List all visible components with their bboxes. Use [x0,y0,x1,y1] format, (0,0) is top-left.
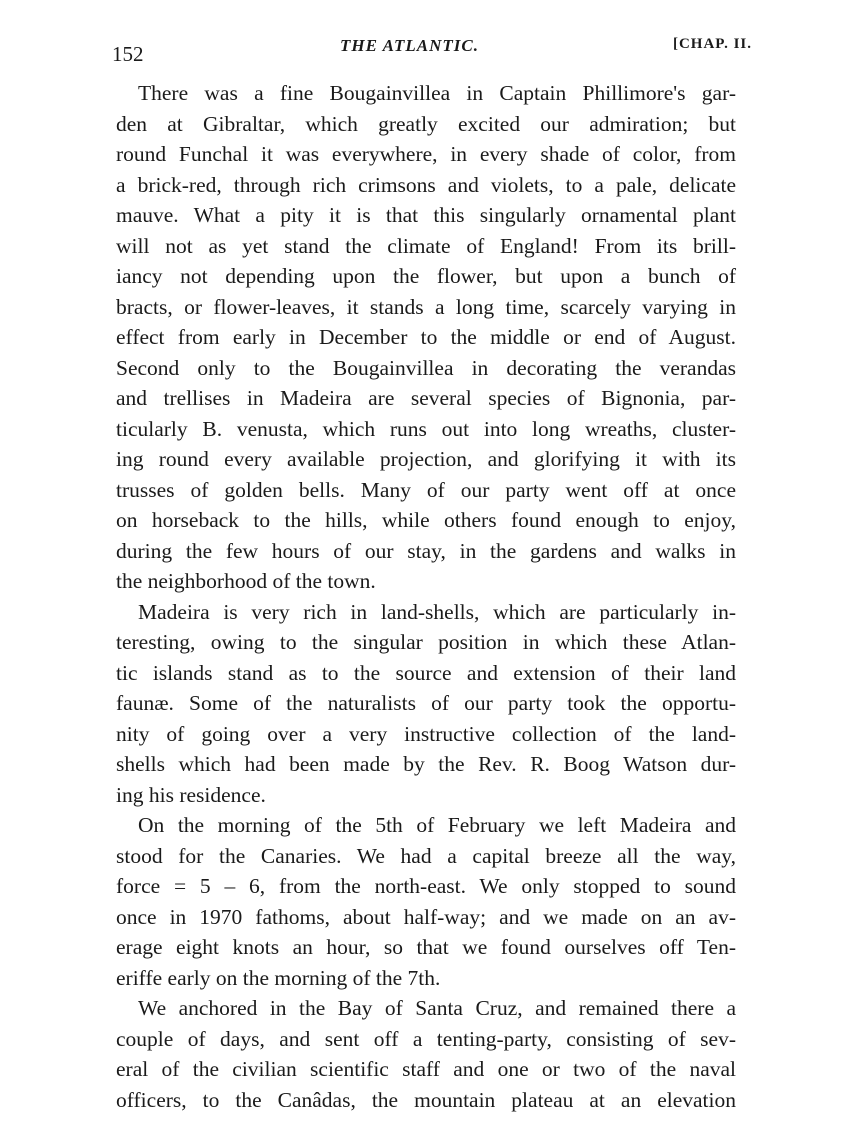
paragraph-santa-cruz [116,993,736,1115]
text-line: and trellises in Madeira are several species of Bignonia, par- [116,386,736,410]
paragraph-canaries [116,810,736,993]
text-line: Madeira is very rich in land-shells, which are particularly in- [138,599,736,624]
paragraph-land-shells [116,597,736,811]
page-number: 152 [112,42,144,66]
text-line: ing his residence. [116,782,266,807]
text-line: effect from early in December to the middle or end of August. [116,325,736,349]
running-title: THE ATLANTIC. [340,36,479,55]
text-line: stood for the Canaries. We had a capital breeze all the way, [116,843,736,868]
paragraph-bougainvillea [116,78,736,597]
text-line: den at Gibraltar, which greatly excited our admiration; but [116,111,736,136]
text-line: on horseback to the hills, while others found enough to enjoy, [116,508,736,532]
text-line: eral of the civilian scientific staff and one or two of the naval [116,1057,736,1081]
text-line: erage eight knots an hour, so that we found ourselves off Ten- [116,935,736,959]
body-text [116,78,736,1115]
text-line: a brick-red, through rich crimsons and violets, to a pale, delicate [116,172,736,197]
chapter-reference: [CHAP. II. [672,36,752,52]
text-line: bracts, or flower-leaves, it stands a long time, scarcely varying in [116,294,736,319]
text-line: iancy not depending upon the flower, but upon a bunch of [116,264,736,288]
text-line: couple of days, and sent off a tenting-party, consisting of sev- [116,1026,736,1051]
text-line: ing round every available projection, and glorifying it with its [116,447,736,471]
text-line: We anchored in the Bay of Santa Cruz, and remained there a [138,996,736,1020]
text-line: once in 1970 fathoms, about half-way; and we made on an av- [116,904,736,929]
text-line: shells which had been made by the Rev. R. Boog Watson dur- [116,752,736,776]
text-line: force = 5 – 6, from the north-east. We only stopped to sound [116,874,736,898]
text-line: ticularly B. venusta, which runs out into long wreaths, cluster- [116,416,736,441]
text-line: Second only to the Bougainvillea in decorating the verandas [116,355,736,380]
text-line: the neighborhood of the town. [116,569,376,593]
page-header [112,34,752,68]
text-line: On the morning of the 5th of February we left Madeira and [138,813,736,837]
text-line: teresting, owing to the singular position in which these Atlan- [116,630,736,654]
text-line: nity of going over a very instructive collection of the land- [116,721,736,746]
text-line: There was a fine Bougainvillea in Captain Phillimore's gar- [138,81,736,105]
text-line: will not as yet stand the climate of England! From its brill- [116,233,736,258]
text-line: tic islands stand as to the source and extension of their land [116,660,736,685]
text-line: trusses of golden bells. Many of our party went off at once [116,477,736,502]
text-line: round Funchal it was everywhere, in every shade of color, from [116,142,736,166]
text-line: during the few hours of our stay, in the gardens and walks in [116,538,736,563]
text-line: officers, to the Canâdas, the mountain plateau at an elevation [116,1087,736,1112]
text-line: mauve. What a pity it is that this singularly ornamental plant [116,203,736,227]
text-line: faunæ. Some of the naturalists of our party took the opportu- [116,691,736,715]
text-line: eriffe early on the morning of the 7th. [116,965,441,990]
